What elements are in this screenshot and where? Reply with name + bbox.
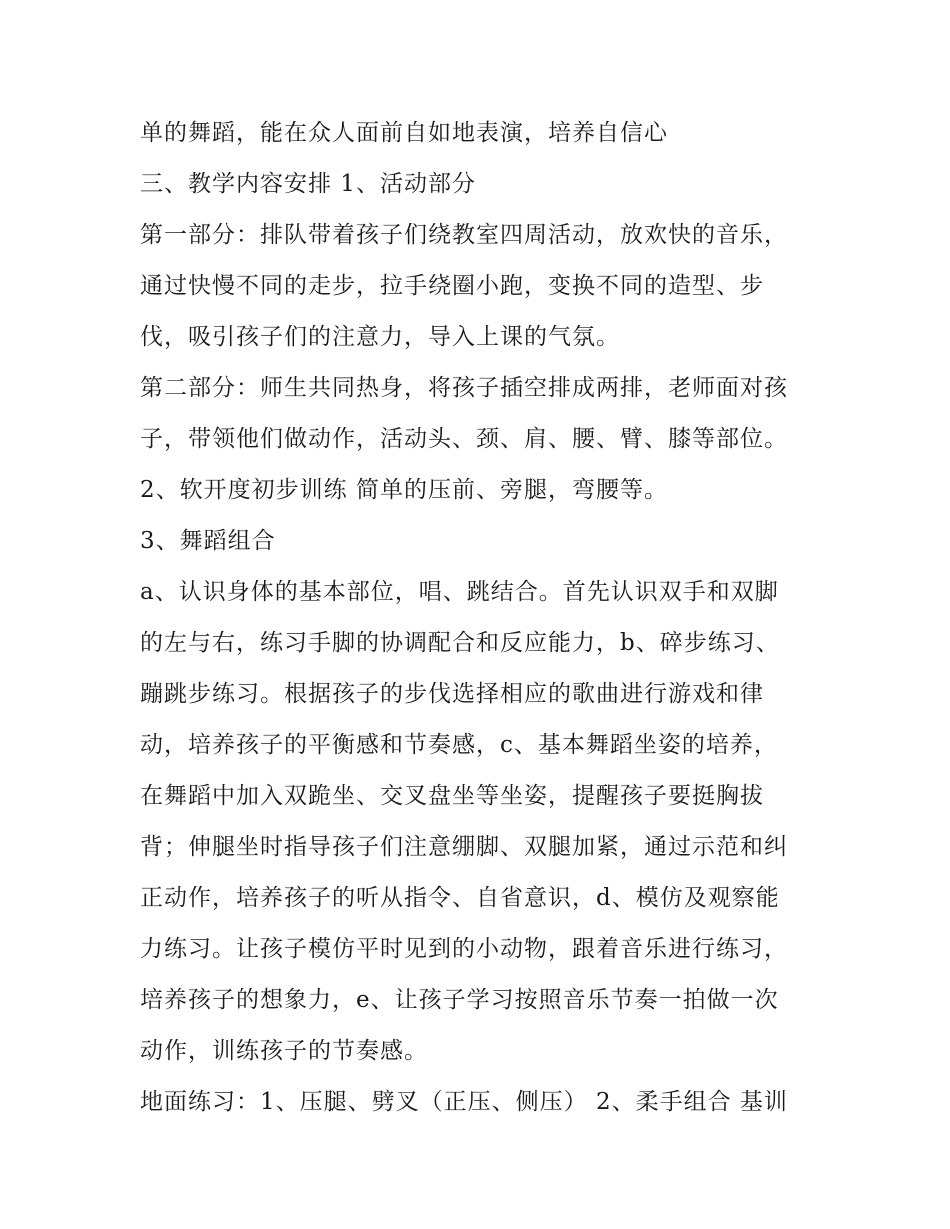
text-line: 蹦跳步练习。根据孩子的步伐选择相应的歌曲进行游戏和律 [140,681,764,707]
text-line: 培养孩子的想象力，e、让孩子学习按照音乐节奏一拍做一次 [140,987,779,1013]
text-line: 力练习。让孩子模仿平时见到的小动物，跟着音乐进行练习， [140,936,788,962]
section-heading: 三、教学内容安排 1、活动部分 [140,171,476,197]
document-body [140,108,820,1128]
text-line: 动，培养孩子的平衡感和节奏感，c、基本舞蹈坐姿的培养， [140,732,778,758]
text-line: 第二部分：师生共同热身，将孩子插空排成两排，老师面对孩 [140,375,788,401]
text-line: 3、舞蹈组合 [140,528,276,554]
text-line: 单的舞蹈，能在众人面前自如地表演，培养自信心 [140,120,668,146]
text-line: 在舞蹈中加入双跪坐、交叉盘坐等坐姿，提醒孩子要挺胸拔 [140,783,764,809]
text-line: 通过快慢不同的走步，拉手绕圈小跑，变换不同的造型、步 [140,273,764,299]
text-line: 第一部分：排队带着孩子们绕教室四周活动，放欢快的音乐， [140,222,788,248]
text-line: 背；伸腿坐时指导孩子们注意绷脚、双腿加紧，通过示范和纠 [140,834,788,860]
text-line: a、认识身体的基本部位，唱、跳结合。首先认识双手和双脚 [140,579,779,605]
text-line: 伐，吸引孩子们的注意力，导入上课的气氛。 [140,324,620,350]
text-line: 2、软开度初步训练 简单的压前、旁腿，弯腰等。 [140,477,668,503]
text-line: 子，带领他们做动作，活动头、颈、肩、腰、臂、膝等部位。 [140,426,788,452]
text-line: 正动作，培养孩子的听从指令、自省意识，d、模仿及观察能 [140,885,780,911]
text-line: 的左与右，练习手脚的协调配合和反应能力，b、碎步练习、 [140,630,780,656]
text-line: 地面练习：1、压腿、劈叉（正压、侧压） 2、柔手组合 基训 [140,1089,788,1115]
text-line: 动作，训练孩子的节奏感。 [140,1038,428,1064]
